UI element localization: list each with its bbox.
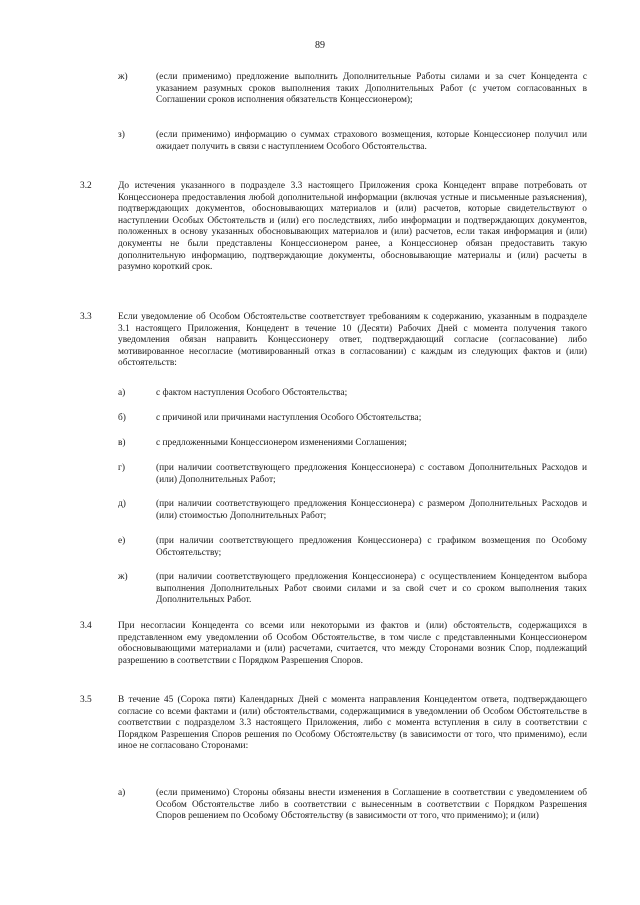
item-number: е) (118, 536, 126, 546)
item-text: (если применимо) предложение выполнить Дополнительные Работы силами и за счет Концедента с указанием разумных сроков выполнения таких Дополнительных Работ (с учетом согласованных в Соглашении сроков исполнения обязательств Концессионером); (156, 72, 587, 106)
item-number: а) (118, 788, 126, 798)
item-text: (если применимо) Стороны обязаны внести изменения в Соглашение в соответствии с уведомлением об Особом Обстоятельстве либо в соответствии с вынесенным в соответствии с Порядком Разрешения Споров решением по Особому Обстоятельству (в зависимости от того, что применимо); и (или) (156, 788, 587, 822)
page-number: 89 (315, 40, 325, 51)
section-text: Если уведомление об Особом Обстоятельстве соответствует требованиям к содержанию, указанным в подразделе 3.1 настоящего Приложения, Концедент в течение 10 (Десяти) Рабочих Дней с момента получения такого уведомления обязан направить Концессионеру ответ, подтверждающий согласие (согласование) либо мотивированное несогласие (мотивированный отказ в согласовании) с каждым из следующих фактов и (или) обстоятельств: (118, 312, 587, 369)
item-number: д) (118, 499, 126, 509)
item-number: ж) (118, 572, 128, 582)
item-text: с предложенными Концессионером изменениями Соглашения; (156, 438, 407, 448)
item-text: (при наличии соответствующего предложения Концессионера) с составом Дополнительных Расходов и (или) Дополнительных Работ; (156, 463, 587, 485)
section-text: До истечения указанного в подразделе 3.3 настоящего Приложения срока Концедент вправе потребовать от Концессионера предоставления любой дополнительной информации (включая устные и письменные разъяснения), подтверждающих документов, обосновывающих материалов и (или) расчетов, которые свидетельствуют о наступлении Особых Обстоятельств и (или) его последствиях, либо информации и подтверждающих документов, положенных в основу указанных обосновывающих материалов и (или) расчетов, если такая информация и (или) документы не были представлены Концессионером ранее, а Концессионер обязан предоставить такую дополнительную информацию, подтверждающие документы, обосновывающие материалы и (или) расчеты в разумно короткий срок. (118, 181, 587, 273)
item-number: б) (118, 413, 126, 423)
section-text: В течение 45 (Сорока пяти) Календарных Дней с момента направления Концедентом ответа, подтверждающего согласие со всеми фактами и (или) обстоятельствами, содержащимися в уведомлении об Особом Обстоятельстве в соответствии с подразделом 3.3 настоящего Приложения, либо с момента вступления в силу в соответствии с Порядком Разрешения Споров решения по Особому Обстоятельству (в зависимости от того, что применимо), если иное не согласовано Сторонами: (118, 695, 587, 752)
item-text: (при наличии соответствующего предложения Концессионера) с размером Дополнительных Расходов и (или) стоимостью Дополнительных Работ; (156, 499, 587, 521)
item-number: г) (118, 463, 125, 473)
item-number: а) (118, 388, 126, 398)
item-text: (при наличии соответствующего предложения Концессионера) с осуществлением Концедентом выбора выполнения Дополнительных Работ своими силами и за свой счет и со сроком выполнения таких Дополнительных Работ. (156, 572, 587, 606)
item-number: з) (118, 130, 125, 140)
item-text: с фактом наступления Особого Обстоятельства; (156, 388, 348, 398)
section-number: 3.5 (80, 695, 92, 705)
item-text: (при наличии соответствующего предложения Концессионера) с графиком возмещения по Особому Обстоятельству; (156, 536, 587, 558)
item-number: в) (118, 438, 126, 448)
section-number: 3.2 (80, 181, 92, 191)
section-text: При несогласии Концедента со всеми или некоторыми из фактов и (или) обстоятельств, содержащихся в представленном ему уведомлении об Особом Обстоятельстве, в том числе с представленными Концессионером обосновывающими материалами и (или) расчетами, считается, что между Сторонами возник Спор, подлежащий разрешению в соответствии с Порядком Разрешения Споров. (118, 621, 587, 666)
item-text: с причиной или причинами наступления Особого Обстоятельства; (156, 413, 422, 423)
item-number: ж) (118, 72, 128, 82)
section-number: 3.3 (80, 312, 92, 322)
section-number: 3.4 (80, 621, 92, 631)
item-text: (если применимо) информацию о суммах страхового возмещения, которые Концессионер получил или ожидает получить в связи с наступлением Особого Обстоятельства. (156, 130, 587, 152)
